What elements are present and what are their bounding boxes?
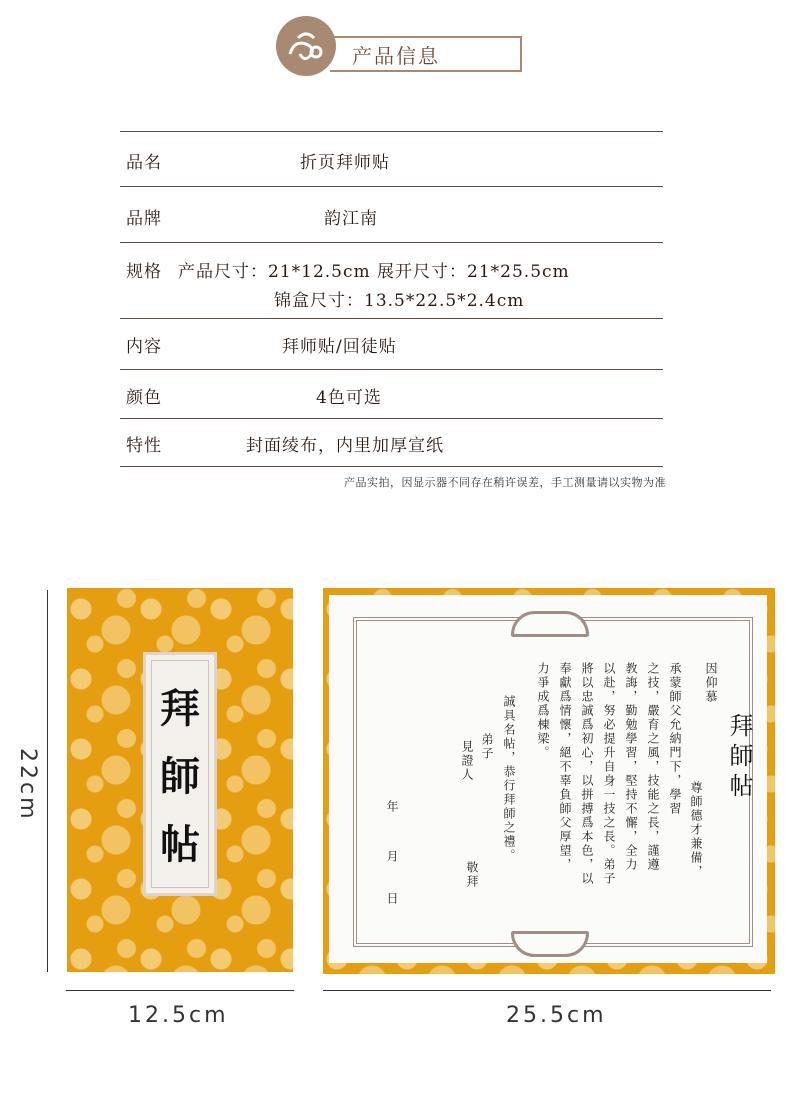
info-label: 品名 [126, 153, 162, 173]
info-row-brand [120, 186, 663, 242]
cover-title-label [143, 652, 217, 896]
inside-title: 拜師帖 [725, 713, 753, 803]
letter-column: 力爭成爲棟梁。 [536, 662, 550, 760]
info-value: 折页拜师贴 [300, 153, 390, 173]
bottom-ornament [511, 931, 589, 957]
product-info-table [120, 131, 663, 467]
info-label: 颜色 [126, 388, 162, 408]
section-header [270, 10, 530, 80]
info-value: 封面绫布，内里加厚宣纸 [246, 436, 444, 456]
letter-column: 教誨，勤勉學習，堅持不懈，全力 [624, 662, 638, 872]
cover-title-char: 師 [160, 753, 200, 800]
signature-respect: 敬拜 [465, 861, 479, 889]
info-row-content [120, 318, 663, 369]
info-value-line2: 锦盒尺寸：13.5*22.5*2.4cm [274, 291, 525, 311]
signature-witness: 見證人 [460, 740, 474, 782]
letter-column: 因仰慕 [704, 662, 718, 704]
disclaimer-note: 产品实拍，因显示器不同存在稍许误差，手工测量请以实物为准 [344, 476, 666, 489]
open-width-label: 25.5cm [506, 1003, 607, 1028]
date-day: 日 [385, 892, 399, 906]
info-value: 拜师贴/回徒贴 [282, 337, 397, 357]
letter-column: 奉獻爲情懷，絕不辜負師父厚望， [558, 662, 572, 872]
cover-title-char: 拜 [160, 685, 200, 732]
letter-column: 誠具名帖，恭行拜師之禮。 [502, 695, 516, 863]
letter-column: 將以忠誠爲初心，以拼搏爲本色，以 [580, 662, 594, 886]
closed-cover-image [67, 588, 293, 972]
info-label: 特性 [126, 436, 162, 456]
height-dimension-label: 22cm [15, 748, 40, 822]
info-value: 韵江南 [324, 209, 378, 229]
info-row-name [120, 131, 663, 186]
letter-column: 以赴，努必提升自身一技之長。弟子 [602, 662, 616, 886]
date-year: 年 [385, 800, 399, 814]
letter-column: 承蒙師父允納門下，學習 [668, 662, 682, 816]
info-value: 4色可选 [316, 388, 382, 408]
cloud-ornament-icon [276, 16, 336, 76]
open-width-line [323, 990, 771, 991]
inner-paper [329, 595, 767, 963]
section-title: 产品信息 [352, 44, 440, 68]
info-value-line1: 产品尺寸：21*12.5cm 展开尺寸：21*25.5cm [178, 262, 570, 282]
info-label: 内容 [126, 337, 162, 357]
cover-width-label: 12.5cm [128, 1003, 229, 1028]
top-ornament [511, 611, 589, 637]
cover-width-line [66, 990, 294, 991]
letter-column: 尊師德才兼備， [689, 781, 703, 879]
info-row-spec [120, 242, 663, 318]
info-label: 规格 [126, 262, 162, 282]
height-dimension-line [47, 590, 48, 972]
info-row-feature [120, 418, 663, 467]
info-row-color [120, 369, 663, 418]
letter-column: 之技，嚴育之風，技能之長，謹遵 [646, 662, 660, 872]
info-label: 品牌 [126, 209, 162, 229]
signature-disciple: 弟子 [480, 733, 494, 761]
cover-title-char: 帖 [160, 821, 200, 868]
date-month: 月 [385, 850, 399, 864]
opened-card-image [323, 588, 775, 974]
